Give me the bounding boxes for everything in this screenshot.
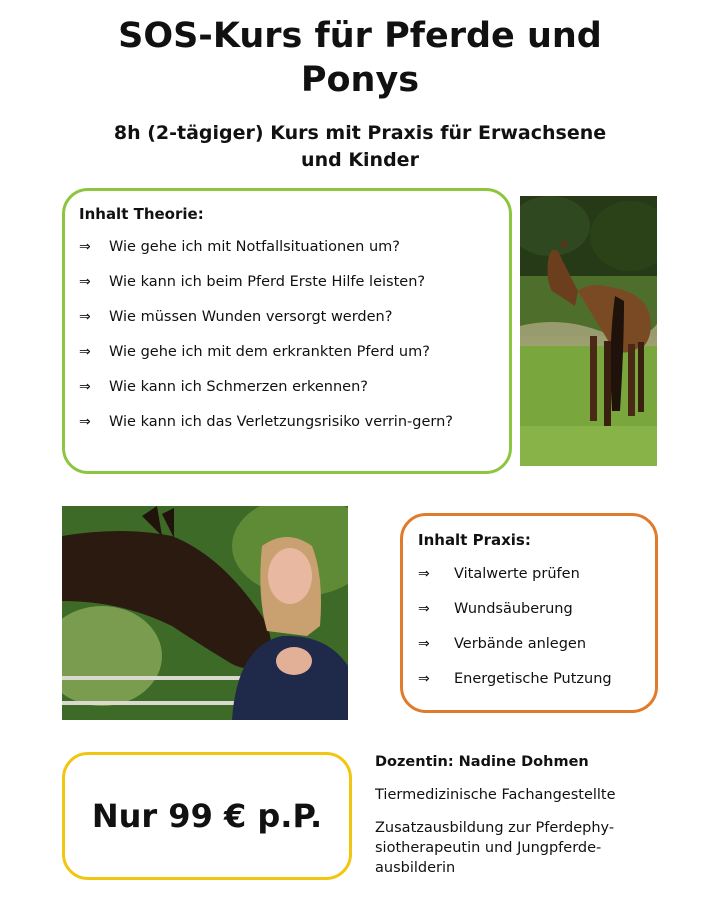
teacher-name: Dozentin: Nadine Dohmen (375, 754, 589, 770)
teacher-qualification: Zusatzausbildung zur Pferdephy-siotherapeutin und Jungpferde-ausbilderin (375, 820, 615, 876)
list-item-text: Verbände anlegen (454, 636, 587, 652)
price-label: Nur 99 € p.P. (91, 797, 323, 835)
title-line-1: SOS-Kurs für Pferde und (118, 16, 602, 56)
list-item (79, 237, 499, 258)
theory-box (62, 188, 512, 474)
subtitle-line-1: 8h (2-tägiger) Kurs mit Praxis für Erwachsene (113, 122, 607, 144)
list-item-text: Wie müssen Wunden versorgt werden? (109, 309, 393, 325)
page-title (0, 14, 720, 102)
list-item-text: Wie kann ich das Verletzungsrisiko verrin-gern? (109, 414, 453, 430)
arrow-icon: ⇒ (79, 239, 91, 255)
list-item-text: Wie gehe ich mit Notfallsituationen um? (109, 239, 400, 255)
arrow-icon: ⇒ (79, 414, 91, 430)
list-item-text: Wie kann ich Schmerzen erkennen? (109, 379, 368, 395)
list-item (418, 564, 648, 585)
list-item-text: Wie gehe ich mit dem erkrankten Pferd um? (109, 344, 430, 360)
list-item (418, 599, 648, 620)
practice-list (418, 564, 648, 704)
list-item (79, 342, 499, 363)
list-item (79, 307, 499, 328)
theory-heading: Inhalt Theorie: (79, 205, 204, 223)
teacher-info (375, 752, 675, 878)
list-item (79, 412, 499, 433)
list-item-text: Wie kann ich beim Pferd Erste Hilfe leisten? (109, 274, 426, 290)
arrow-icon: ⇒ (79, 274, 91, 290)
list-item (79, 377, 499, 398)
teacher-profession: Tiermedizinische Fachangestellte (375, 787, 616, 803)
title-line-2: Ponys (300, 60, 420, 100)
practice-box (400, 513, 658, 713)
list-item-text: Wundsäuberung (454, 601, 573, 617)
arrow-icon: ⇒ (418, 601, 430, 617)
list-item (79, 272, 499, 293)
arrow-icon: ⇒ (418, 671, 430, 687)
arrow-icon: ⇒ (79, 344, 91, 360)
woman-with-horse-photo (62, 506, 348, 720)
subtitle (0, 120, 720, 174)
horse-photo (520, 196, 657, 466)
list-item (418, 634, 648, 655)
list-item-text: Energetische Putzung (454, 671, 612, 687)
list-item (418, 669, 648, 690)
arrow-icon: ⇒ (79, 379, 91, 395)
theory-list (79, 237, 499, 447)
price-box (62, 752, 352, 880)
list-item-text: Vitalwerte prüfen (454, 566, 580, 582)
arrow-icon: ⇒ (418, 566, 430, 582)
subtitle-line-2: und Kinder (301, 149, 419, 171)
arrow-icon: ⇒ (418, 636, 430, 652)
practice-heading: Inhalt Praxis: (418, 531, 531, 549)
arrow-icon: ⇒ (79, 309, 91, 325)
